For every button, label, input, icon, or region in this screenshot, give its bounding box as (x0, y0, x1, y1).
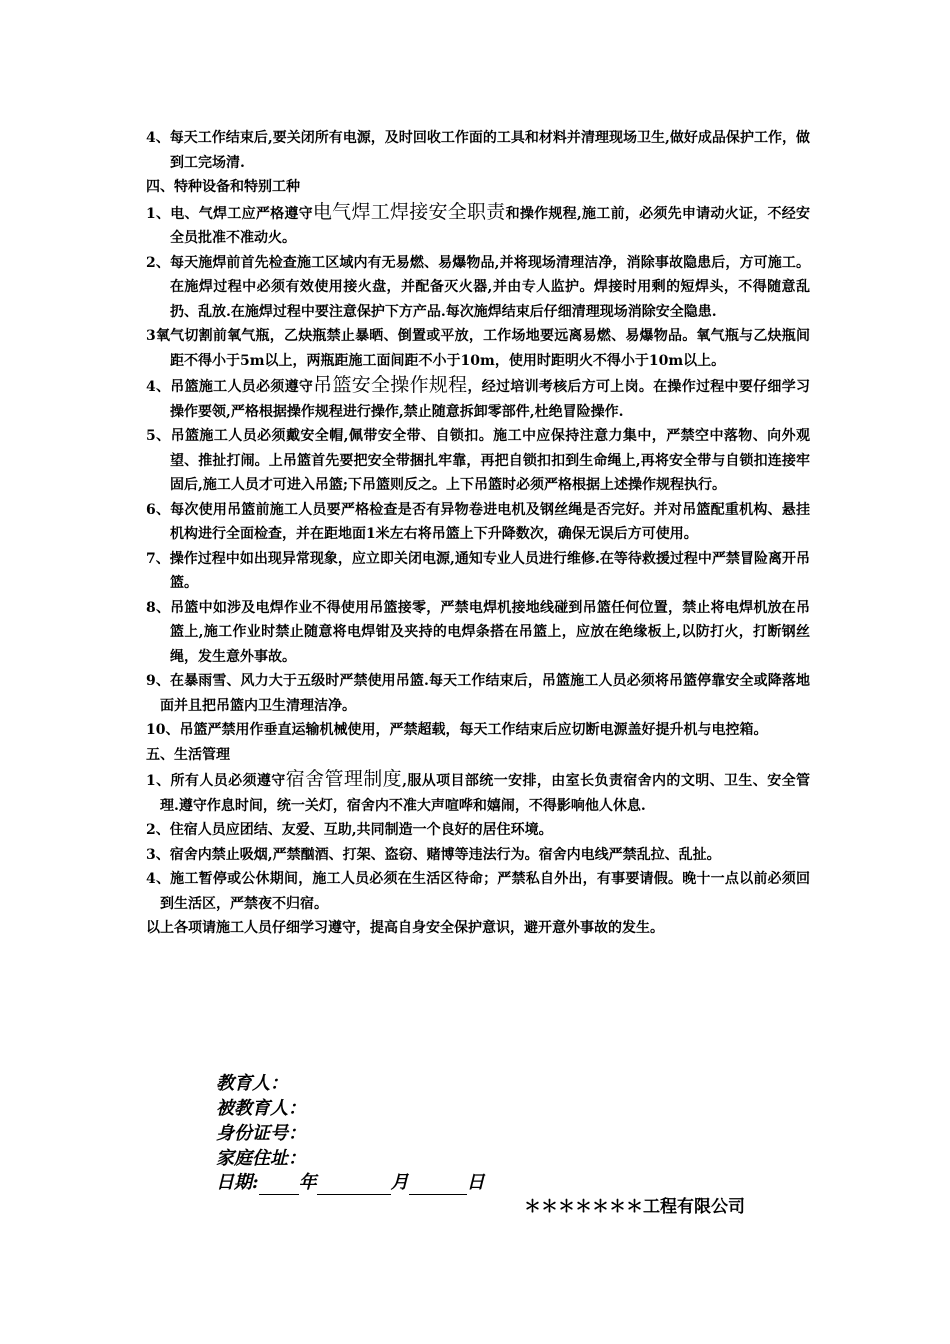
paragraph-text: 2、住宿人员应团结、友爱、互助,共同制造一个良好的居住环境。 (146, 822, 553, 838)
paragraph (146, 324, 810, 373)
paragraph-text: 3氧气切割前氧气瓶，乙炔瓶禁止暴晒、倒置或平放，工作场地要远离易燃、易爆物品。氧气瓶与乙炔瓶间距不得小于5m以上，两瓶距施工面间距不小于10m，使用时距明火不得小于10m以上。 (146, 328, 810, 369)
paragraph (146, 126, 810, 175)
paragraph-text: 五、生活管理 (146, 746, 230, 763)
paragraph-text: 1、所有人员必须遵守 (146, 773, 286, 789)
paragraph-text: 以上各项请施工人员仔细学习遵守，提高自身安全保护意识，避开意外事故的发生。 (146, 920, 664, 936)
date-day: 日 (466, 1172, 485, 1193)
address-label: 家庭住址： (216, 1148, 306, 1169)
educatee-label: 被教育人： (216, 1098, 306, 1119)
paragraph-text: 4、每天工作结束后,要关闭所有电源，及时回收工作面的工具和材料并清理现场卫生,做好成品保护工作，做到工完场清. (146, 130, 810, 171)
paragraph-text: 7、操作过程中如出现异常现象，应立即关闭电源,通知专业人员进行维修.在等待救援过程中严禁冒险离开吊篮。 (146, 550, 810, 591)
paragraph-text: 和操作规程,施工前，必须先申请动火证，不经安全员批准不准动火。 (170, 205, 810, 246)
id-number-label: 身份证号： (216, 1123, 306, 1144)
section-heading (146, 175, 810, 200)
paragraph-text: 5、吊篮施工人员必须戴安全帽,佩带安全带、自锁扣。施工中应保持注意力集中，严禁空中落物、向外观望、推扯打闹。上吊篮首先要把安全带捆扎牢靠，再把自锁扣扣到生命绳上,再将安全带与自锁扣连接牢固后,施工人员才可进入吊篮;下吊篮则反之。上下吊篮时必须严格根据上述操作规程执行。 (146, 428, 810, 493)
paragraph (146, 547, 810, 596)
paragraph (146, 718, 810, 743)
emphasis-text: 吊篮安全操作规程 (313, 374, 468, 396)
paragraph-text: 四、特种设备和特别工种 (146, 179, 300, 195)
date-line (216, 1171, 485, 1195)
paragraph-text: 1、电、气焊工应严格遵守 (146, 205, 313, 222)
paragraph-text: ，经过培训考核后方可上岗。在操作过程中要仔细学习操作要领,严格根据操作规程进行操作,禁止随意拆卸零部件,杜绝冒险操作. (170, 379, 810, 420)
paragraph (146, 200, 810, 251)
paragraph (146, 818, 810, 843)
paragraph-text: 4、吊篮施工人员必须遵守 (146, 379, 314, 395)
paragraph-text: 3、宿舍内禁止吸烟,严禁酗酒、打架、盗窃、赌博等违法行为。宿舍内电线严禁乱拉、乱扯。 (146, 846, 721, 863)
company-name: ＊＊＊＊＊＊＊工程有限公司 (524, 1197, 745, 1217)
paragraph (146, 251, 810, 325)
paragraph (146, 843, 810, 868)
paragraph-text: 2、每天施焊前首先检查施工区域内有无易燃、易爆物品,并将现场清理洁净，消除事故隐患后，方可施工。在施焊过程中必须有效使用接火盘，并配备灭火器,并由专人监护。焊接时用剩的短焊头，不得随意乱扔、乱放.在施焊过程中要注意保护下方产品.每次施焊结束后仔细清理现场消除安全隐患. (146, 254, 810, 320)
emphasis-text: 宿舍管理制度 (285, 768, 403, 790)
date-label: 日期: (216, 1172, 259, 1193)
paragraph-text: 10、吊篮严禁用作垂直运输机械使用，严禁超载，每天工作结束后应切断电源盖好提升机与电控箱。 (146, 722, 768, 738)
section-heading (146, 916, 810, 941)
paragraph-text: ,服从项目部统一安排，由室长负责宿舍内的文明、卫生、安全管理.遵守作息时间，统一关灯，宿舍内不准大声喧哗和嬉闹，不得影响他人休息. (160, 773, 810, 814)
educator-label: 教育人： (216, 1073, 288, 1094)
section-heading (146, 743, 810, 768)
document-body (146, 126, 810, 941)
paragraph (146, 424, 810, 498)
paragraph (146, 373, 810, 424)
paragraph-text: 6、每次使用吊篮前施工人员要严格检查是否有异物卷进电机及钢丝绳是否完好。并对吊篮配重机构、悬挂机构进行全面检查，并在距地面1米左右将吊篮上下升降数次，确保无误后方可使用。 (146, 501, 810, 542)
paragraph (146, 596, 810, 670)
paragraph (146, 767, 810, 818)
paragraph (146, 867, 810, 916)
emphasis-text: 电气焊工焊接安全职责 (312, 200, 506, 223)
date-month: 月 (390, 1172, 409, 1193)
paragraph-text: 9、在暴雨雪、风力大于五级时严禁使用吊篮.每天工作结束后，吊篮施工人员必须将吊篮停靠安全或降落地面并且把吊篮内卫生清理洁净。 (146, 673, 810, 714)
paragraph (146, 498, 810, 547)
date-year: 年 (298, 1172, 317, 1193)
paragraph-text: 8、吊篮中如涉及电焊作业不得使用吊篮接零，严禁电焊机接地线碰到吊篮任何位置，禁止将电焊机放在吊篮上,施工作业时禁止随意将电焊钳及夹持的电焊条搭在吊篮上，应放在绝缘板上,以防打火，打断钢丝绳，发生意外事故。 (146, 599, 810, 665)
paragraph-text: 4、施工暂停或公休期间，施工人员必须在生活区待命；严禁私自外出，有事要请假。晚十一点以前必须回到生活区，严禁夜不归宿。 (146, 871, 810, 912)
paragraph (146, 669, 810, 718)
